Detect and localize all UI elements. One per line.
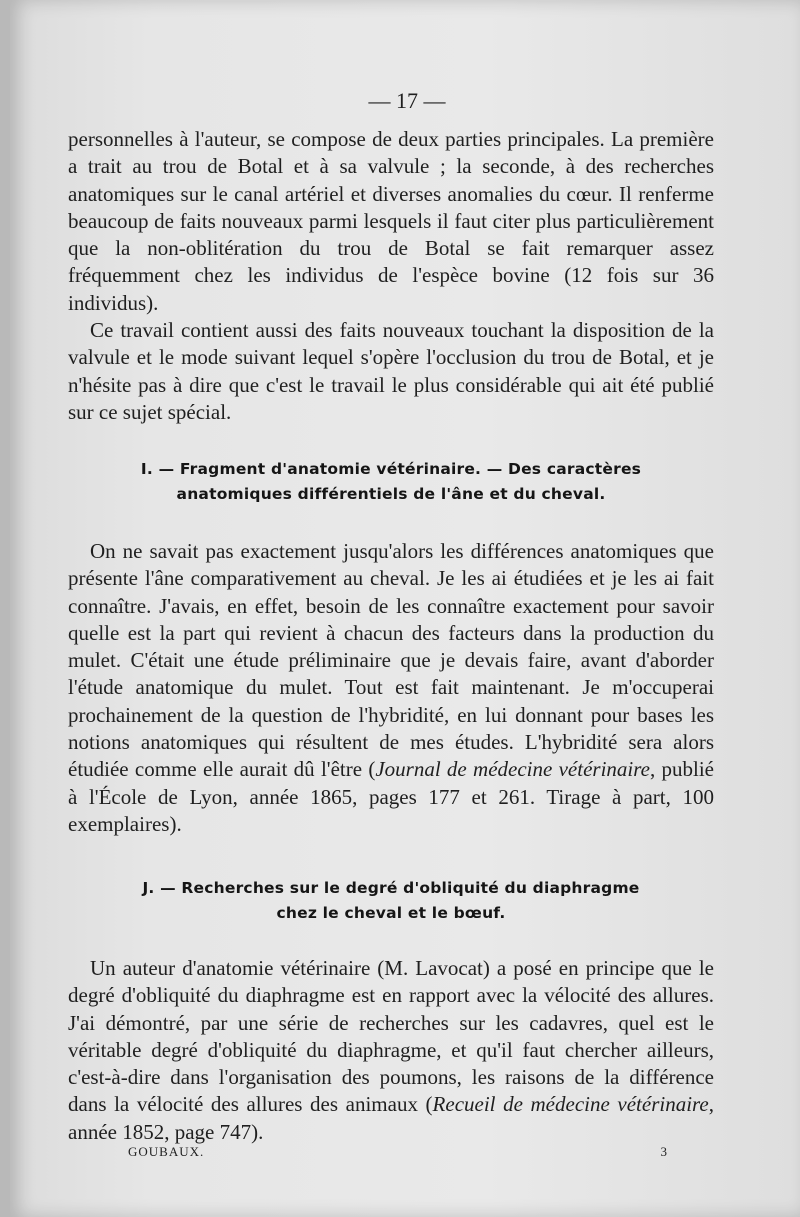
section-heading-i-line-2: anatomiques différentiels de l'âne et du cheval. xyxy=(176,485,606,503)
paragraph-4-text-b: , année 1852, page 747). xyxy=(68,1092,714,1144)
paragraph-4-text-a: Un auteur d'anatomie vétérinaire (M. Lavocat) a posé en principe que le degré d'obliquité du diaphragme est en rapport avec la vélocité des allures. J'ai démontré, par une série de recherches sur les cadavres, quel est le véritable degré d'obliquité du diaphragme, et qu'il faut chercher ailleurs, c'est-à-dire dans l'organisation des poumons, les raisons de la différence dans la vélocité des allures des animaux ( xyxy=(68,956,714,1117)
section-heading-j-line-1: J. — Recherches sur le degré d'obliquité du diaphragme xyxy=(142,879,640,897)
paragraph-4 xyxy=(68,955,714,1146)
body-block-3 xyxy=(68,955,714,1146)
body-block-2 xyxy=(68,538,714,838)
paragraph-1: personnelles à l'auteur, se compose de deux parties principales. La première a trait au trou de Botal et à sa valvule ; la seconde, à des recherches anatomiques sur le canal artériel et diverses anomalies du cœur. Il renferme beaucoup de faits nouveaux parmi lesquels il faut citer plus particulièrement que la non-oblitération du trou de Botal se fait remarquer assez fréquemment chez les individus de l'espèce bovine (12 fois sur 36 individus). xyxy=(68,127,714,315)
paragraph-4-journal-title: Recueil de médecine vétérinaire xyxy=(432,1092,709,1117)
page-footer xyxy=(128,1144,668,1160)
section-heading-i xyxy=(68,457,714,507)
signature-mark: 3 xyxy=(660,1144,668,1159)
paragraph-3-text-b: , publié à l'École de Lyon, année 1865, pages 177 et 261. Tirage à part, 100 exemplaires). xyxy=(68,757,714,836)
body-block-1 xyxy=(68,126,714,426)
footer-author: GOUBAUX. xyxy=(128,1144,205,1159)
paragraph-3-text-a: On ne savait pas exactement jusqu'alors les différences anatomiques que présente l'âne comparativement au cheval. Je les ai étudiées et je les ai fait connaître. J'avais, en effet, besoin de les connaître exactement pour savoir quelle est la part qui revient à chacun des facteurs dans la production du mulet. C'était une étude préliminaire que je devais faire, avant d'aborder l'étude anatomique du mulet. Tout est fait maintenant. Je m'occuperai prochainement de la question de l'hybridité, en lui donnant pour bases les notions anatomiques qui résultent de mes études. L'hybridité sera alors étudiée comme elle aurait dû l'être ( xyxy=(68,539,714,782)
section-heading-j xyxy=(68,876,714,926)
section-heading-j-line-2: chez le cheval et le bœuf. xyxy=(276,904,506,922)
paragraph-2: Ce travail contient aussi des faits nouveaux touchant la disposition de la valvule et le mode suivant lequel s'opère l'occlusion du trou de Botal, et je n'hésite pas à dire que c'est le travail le plus considérable qui ait été publié sur ce sujet spécial. xyxy=(68,318,714,424)
paragraph-3 xyxy=(68,538,714,838)
section-heading-i-line-1: I. — Fragment d'anatomie vétérinaire. — Des caractères xyxy=(140,460,642,478)
paragraph-3-journal-title: Journal de médecine vétérinaire xyxy=(375,757,650,782)
page-number: — 17 — xyxy=(368,88,446,113)
